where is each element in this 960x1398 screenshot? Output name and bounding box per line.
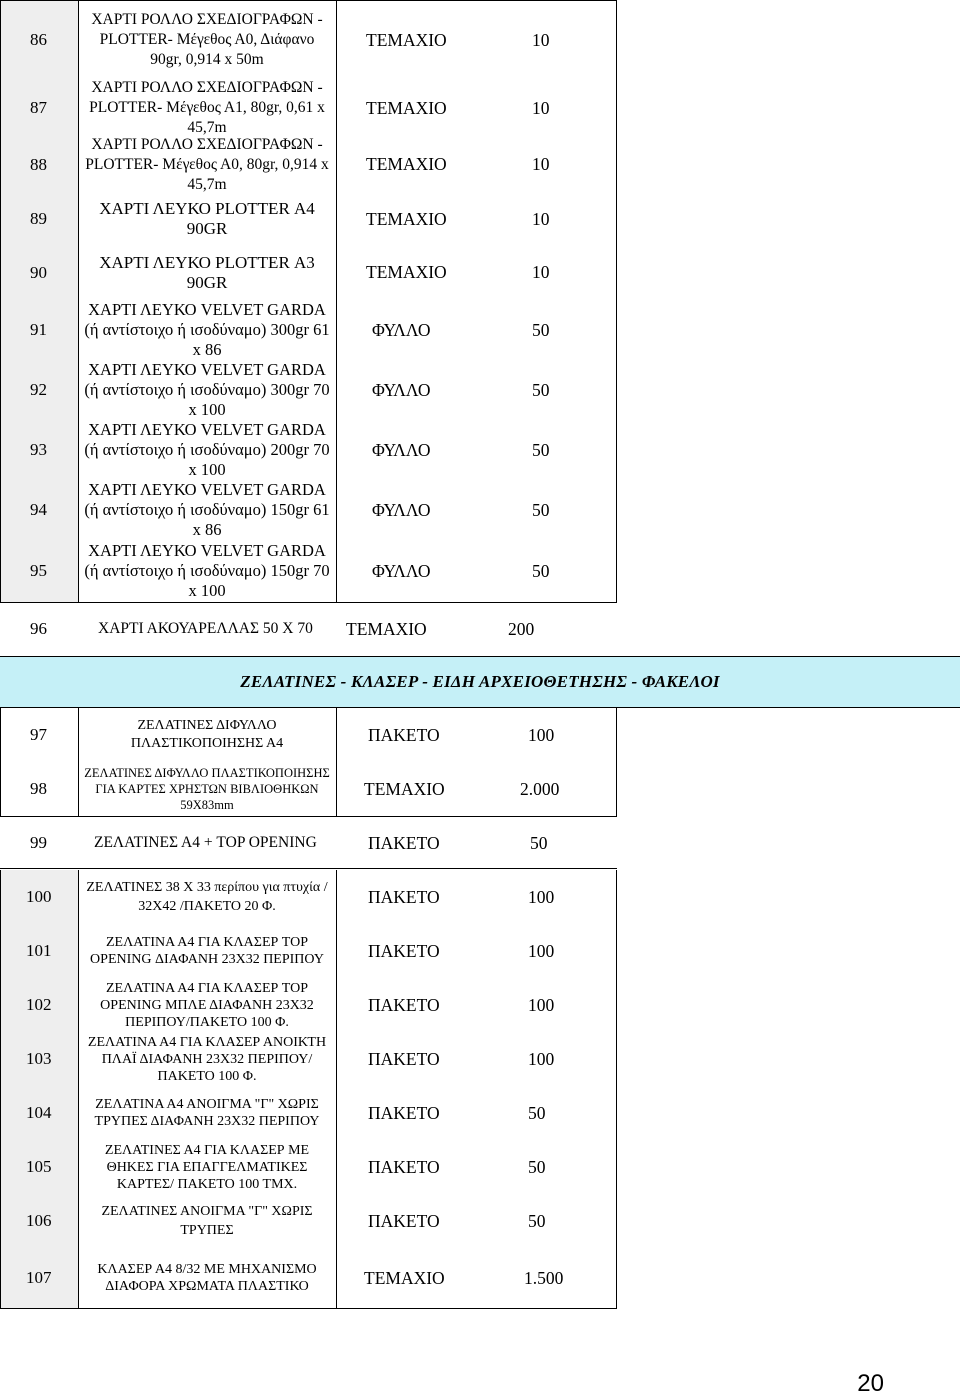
table-row [0,604,960,654]
item-description: ΖΕΛΑΤΙΝΑ Α4 ΑΝΟΙΓΜΑ "Γ" ΧΩΡΙΣ ΤΡΥΠΕΣ ΔΙΑΦΑΝΗ 23Χ32 ΠΕΡΙΠΟΥ [94,1097,320,1129]
item-number: 98 [0,762,78,816]
item-unit-qty [336,480,616,540]
item-unit-qty [336,762,616,816]
item-qty: 100 [528,1048,555,1069]
item-unit: ΦΥΛΛΟ [372,560,431,581]
table-row [0,1140,960,1194]
item-number: 91 [0,300,78,360]
item-qty: 50 [532,499,550,520]
item-unit-qty [336,924,616,978]
item-description: ΖΕΛΑΤΙΝΑ Α4 ΓΙΑ ΚΛΑΣΕΡ TOP OPENING ΔΙΑΦΑΝΗ 23Χ32 ΠΕΡΙΠΟΥ [90,935,324,967]
item-qty: 50 [528,1102,546,1123]
table-row [0,818,960,868]
item-qty: 10 [532,97,550,118]
table-row [0,708,960,762]
item-unit-qty [336,540,616,602]
item-description: ΧΑΡΤΙ ΡΟΛΛΟ ΣΧΕΔΙΟΓΡΑΦΩΝ - PLOTTER- Μέγεθος Α0, Διάφανο 90gr, 0,914 x 50m [91,11,323,68]
table-row [0,1032,960,1086]
item-number: 104 [0,1086,78,1140]
item-qty: 50 [532,439,550,460]
item-description: ΚΛΑΣΕΡ Α4 8/32 ΜΕ ΜΗΧΑΝΙΣΜΟ ΔΙΑΦΟΡΑ ΧΡΩΜΑΤΑ ΠΛΑΣΤΙΚΟ [97,1262,317,1294]
item-description: ΧΑΡΤΙ ΛΕΥΚΟ VELVET GARDA (ή αντίστοιχο ή ισοδύναμο) 150gr 70 x 100 [84,541,330,600]
item-unit: ΠΑΚΕΤΟ [368,832,440,853]
table-row [0,762,960,816]
item-description: ΧΑΡΤΙ ΑΚΟΥΑΡΕΛΛΑΣ 50 Χ 70 [98,620,313,637]
item-qty: 10 [532,208,550,229]
item-description: ΧΑΡΤΙ ΛΕΥΚΟ VELVET GARDA (ή αντίστοιχο ή ισοδύναμο) 150gr 61 x 86 [84,480,330,539]
table-row [0,1086,960,1140]
item-qty: 100 [528,886,555,907]
item-qty: 50 [532,319,550,340]
item-unit: ΤΕΜΑΧΙΟ [366,97,447,118]
item-number: 102 [0,978,78,1032]
item-unit-qty [336,245,616,300]
item-unit-qty [336,193,616,245]
table-row [0,540,960,602]
item-qty: 10 [532,29,550,50]
item-number: 106 [0,1194,78,1248]
item-description: ΧΑΡΤΙ ΡΟΛΛΟ ΣΧΕΔΙΟΓΡΑΦΩΝ - PLOTTER- Μέγεθος Α0, 80gr, 0,914 x 45,7m [85,135,329,193]
item-number: 95 [0,540,78,602]
item-qty: 10 [532,262,550,282]
table-row [0,300,960,360]
item-description: ΧΑΡΤΙ ΛΕΥΚΟ VELVET GARDA (ή αντίστοιχο ή ισοδύναμο) 300gr 61 x 86 [84,300,330,359]
item-unit-qty [336,1194,616,1248]
item-number: 97 [0,708,78,762]
item-unit: ΦΥΛΛΟ [372,439,431,460]
item-description: ΖΕΛΑΤΙΝΕΣ ΔΙΦΥΛΛΟ ΠΛΑΣΤΙΚΟΠΟΙΗΣΗΣ ΓΙΑ ΚΑΡΤΕΣ ΧΡΗΣΤΩΝ ΒΙΒΛΙΟΘΗΚΩΝ 59Χ83mm [84,766,330,812]
item-unit-qty [336,0,616,80]
table-row [0,193,960,245]
item-number: 107 [0,1248,78,1308]
item-unit-qty [336,80,616,136]
item-unit: ΤΕΜΑΧΙΟ [366,208,447,229]
table-row [0,136,960,193]
item-unit: ΠΑΚΕΤΟ [368,724,440,745]
table-row [0,1248,960,1308]
item-unit: ΠΑΚΕΤΟ [368,1156,440,1177]
item-unit: ΦΥΛΛΟ [372,379,431,400]
table-row [0,870,960,924]
item-number: 100 [0,870,78,924]
table-row [0,480,960,540]
item-unit: ΦΥΛΛΟ [372,319,431,340]
item-unit: ΠΑΚΕΤΟ [368,1210,440,1231]
item-description: ΧΑΡΤΙ ΛΕΥΚΟ VELVET GARDA (ή αντίστοιχο ή ισοδύναμο) 300gr 70 x 100 [84,360,330,419]
item-description: ΧΑΡΤΙ ΡΟΛΛΟ ΣΧΕΔΙΟΓΡΑΦΩΝ - PLOTTER- Μέγεθος Α1, 80gr, 0,61 x 45,7m [89,79,325,136]
item-number: 92 [0,360,78,420]
item-qty: 200 [508,618,535,639]
item-unit: ΤΕΜΑΧΙΟ [364,778,445,799]
item-unit-qty [336,360,616,420]
item-number: 96 [30,619,47,638]
page-number: 20 [857,1370,884,1397]
item-description: ΧΑΡΤΙ ΛΕΥΚΟ PLOTTER Α3 90GR [99,252,315,292]
section-header: ΖΕΛΑΤΙΝΕΣ - ΚΛΑΣΕΡ - ΕΙΔΗ ΑΡΧΕΙΟΘΕΤΗΣΗΣ - ΦΑΚΕΛΟΙ [0,656,960,708]
table-row [0,978,960,1032]
item-description: ΖΕΛΑΤΙΝΕΣ ΔΙΦΥΛΛΟ ΠΛΑΣΤΙΚΟΠΟΙΗΣΗΣ Α4 [130,718,284,751]
item-description: ΧΑΡΤΙ ΛΕΥΚΟ VELVET GARDA (ή αντίστοιχο ή ισοδύναμο) 200gr 70 x 100 [84,420,330,479]
item-unit: ΠΑΚΕΤΟ [368,1048,440,1069]
item-unit-qty [336,1086,616,1140]
item-number: 94 [0,480,78,540]
table-row [0,924,960,978]
item-unit-qty [336,978,616,1032]
item-unit-qty [336,870,616,924]
item-unit: ΦΥΛΛΟ [372,499,431,520]
item-qty: 100 [528,994,555,1015]
item-unit-qty [336,420,616,480]
item-description: ΧΑΡΤΙ ΛΕΥΚΟ PLOTTER Α4 90GR [99,199,315,238]
item-unit: ΤΕΜΑΧΙΟ [366,262,447,282]
item-unit: ΤΕΜΑΧΙΟ [366,154,447,174]
table-row [0,0,960,80]
item-qty: 1.500 [524,1267,564,1288]
item-qty: 50 [528,1210,546,1231]
item-qty: 50 [532,379,550,400]
item-unit: ΠΑΚΕΤΟ [368,1102,440,1123]
item-description: ΖΕΛΑΤΙΝΑ Α4 ΓΙΑ ΚΛΑΣΕΡ TOP OPENING ΜΠΛΕ ΔΙΑΦΑΝΗ 23Χ32 ΠΕΡΙΠΟΥ/ΠΑΚΕΤΟ 100 Φ. [100,980,314,1030]
table-row [0,1194,960,1248]
item-unit: ΠΑΚΕΤΟ [368,886,440,907]
table-row [0,360,960,420]
table-row [0,420,960,480]
item-description: ΖΕΛΑΤΙΝΕΣ Α4 ΓΙΑ ΚΛΑΣΕΡ ΜΕ ΘΗΚΕΣ ΓΙΑ ΕΠΑΓΓΕΛΜΑΤΙΚΕΣ ΚΑΡΤΕΣ/ ΠΑΚΕΤΟ 100 ΤΜΧ. [104,1142,310,1192]
table-row [0,80,960,136]
item-number: 105 [0,1140,78,1194]
item-unit: ΠΑΚΕΤΟ [368,994,440,1015]
item-number: 103 [0,1032,78,1086]
item-number: 89 [0,193,78,245]
item-unit: ΠΑΚΕΤΟ [368,940,440,961]
item-number: 87 [0,80,78,136]
item-unit-qty [336,136,616,193]
item-qty: 10 [532,154,550,174]
item-unit-qty [336,1140,616,1194]
item-qty: 100 [528,724,555,745]
item-number: 86 [0,0,78,80]
item-qty: 50 [528,1156,546,1177]
item-description: ΖΕΛΑΤΙΝΕΣ 38 Χ 33 περίπου για πτυχία / 32Χ42 /ΠΑΚΕΤΟ 20 Φ. [86,880,328,914]
item-unit-qty [336,708,616,762]
item-qty: 100 [528,940,555,961]
item-number: 101 [0,924,78,978]
item-unit-qty [336,300,616,360]
item-unit: ΤΕΜΑΧΙΟ [366,29,447,50]
table-row [0,245,960,300]
item-unit-qty [336,1032,616,1086]
item-unit-qty [336,1248,616,1308]
item-unit: ΤΕΜΑΧΙΟ [364,1267,445,1288]
item-number: 93 [0,420,78,480]
item-qty: 50 [530,832,548,853]
item-number: 90 [0,245,78,300]
item-number: 99 [30,833,47,852]
item-qty: 50 [532,560,550,581]
item-number: 88 [0,136,78,193]
item-description: ΖΕΛΑΤΙΝΕΣ Α4 + TOP OPENING [94,834,317,851]
item-description: ΖΕΛΑΤΙΝΕΣ ΑΝΟΙΓΜΑ "Γ" ΧΩΡΙΣ ΤΡΥΠΕΣ [101,1204,313,1238]
item-description: ΖΕΛΑΤΙΝΑ Α4 ΓΙΑ ΚΛΑΣΕΡ ΑΝΟΙΚΤΗ ΠΛΑΪ ΔΙΑΦΑΝΗ 23Χ32 ΠΕΡΙΠΟΥ/ΠΑΚΕΤΟ 100 Φ. [87,1034,327,1084]
item-unit: ΤΕΜΑΧΙΟ [346,618,427,639]
item-qty: 2.000 [520,778,560,799]
